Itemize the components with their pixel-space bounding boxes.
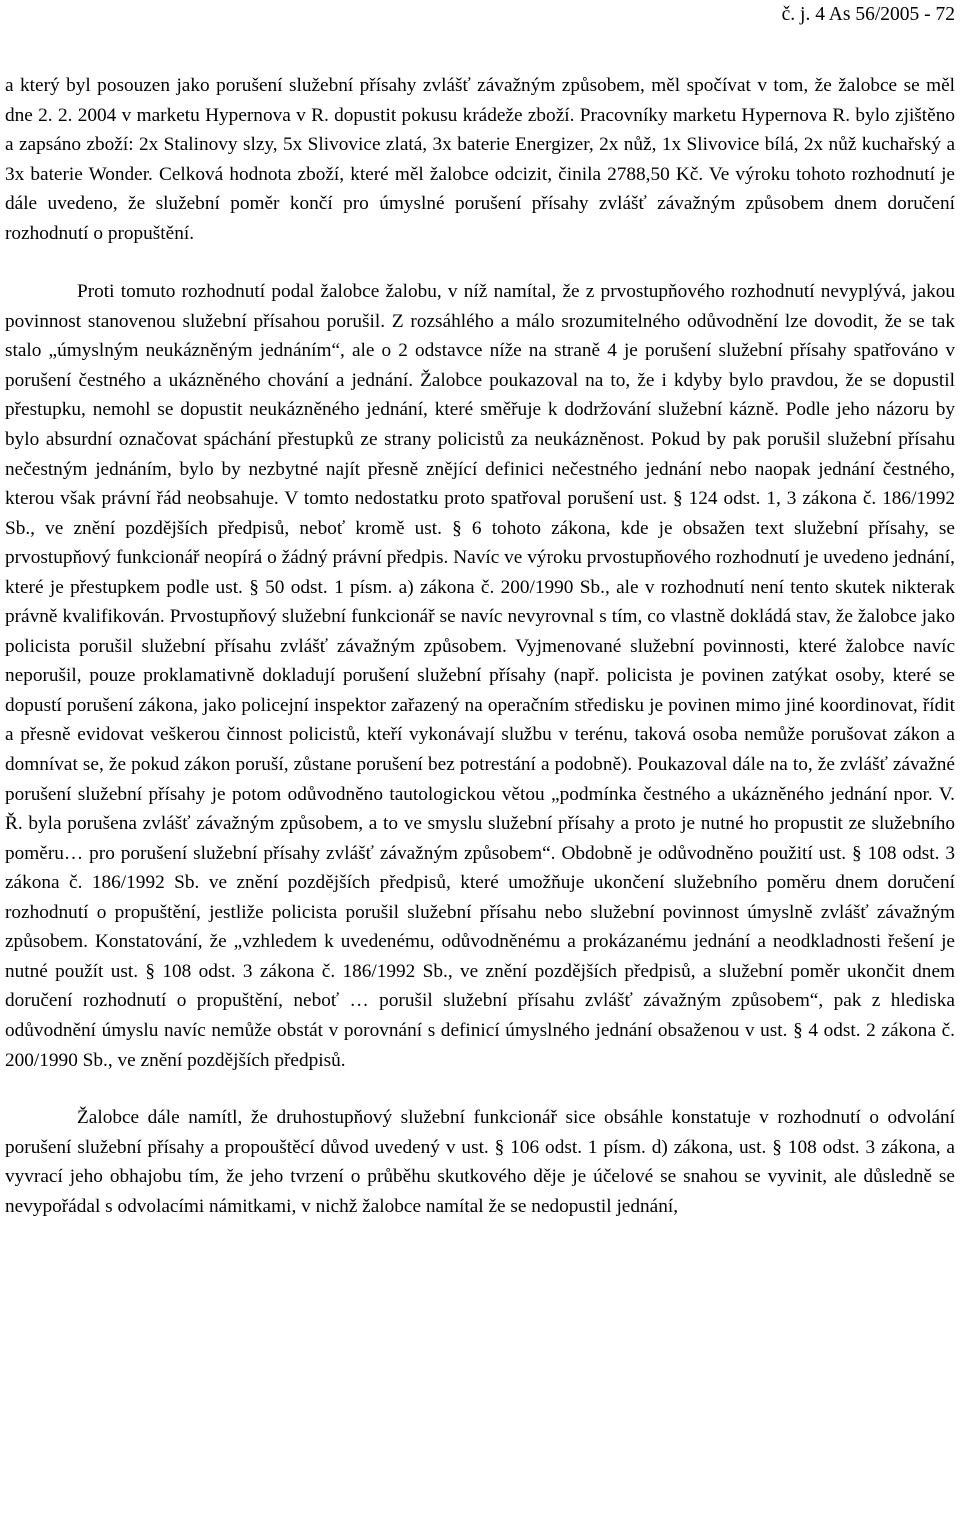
paragraph-lawsuit-arguments: Proti tomuto rozhodnutí podal žalobce žalobu, v níž namítal, že z prvostupňového rozhodnutí nevyplývá, jakou povinnost stanovenou služební přísahou porušil. Z rozsáhlého a málo srozumitelného odůvodnění lze dovodit, že se tak stalo „úmyslným neukázněným jednáním“, ale o 2 odstavce níže na straně 4 je porušení služební přísahy spatřováno v porušení čestného a ukázněného chování a jednání. Žalobce poukazoval na to, že i kdyby bylo pravdou, že se dopustil přestupku, nemohl se dopustit neukázněného jednání, které směřuje k dodržování služební kázně. Podle jeho názoru by bylo absurdní označovat spáchání přestupků ze strany policistů za neukázněnost. Pokud by pak porušil služební přísahu nečestným jednáním, bylo by nezbytné najít přesně znějící definici nečestného jednání nebo naopak jednání čestného, kterou však právní řád neobsahuje. V tomto nedostatku proto spatřoval porušení ust. § 124 odst. 1, 3 zákona č. 186/1992 Sb., ve znění pozdějších předpisů, neboť kromě ust. § 6 tohoto zákona, kde je obsažen text služební přísahy, se prvostupňový funkcionář neopírá o žádný právní předpis. Navíc ve výroku prvostupňového rozhodnutí je uvedeno jednání, které je přestupkem podle ust. § 50 odst. 1 písm. a) zákona č. 200/1990 Sb., ale v rozhodnutí není tento skutek nikterak právně kvalifikován. Prvostupňový služební funkcionář se navíc nevyrovnal s tím, co vlastně dokládá stav, že žalobce jako policista porušil služební přísahu zvlášť závažným způsobem. Vyjmenované služební povinnosti, které žalobce navíc neporušil, pouze proklamativně dokladují porušení služební přísahy (např. policista je povinen zatýkat osoby, které se dopustí porušení zákona, jako policejní inspektor zařazený na operačním středisku je povinen mimo jiné koordinovat, řídit a přesně evidovat veškerou činnost policistů, kteří vykonávají službu v terénu, taková osoba nemůže porušovat zákon a domnívat se, že pokud zákon poruší, zůstane porušení bez potrestání a podobně). Poukazoval dále na to, že zvlášť závažné porušení služební přísahy je potom odůvodněno tautologickou větou „podmínka čestného a ukázněného jednání npor. V. Ř. byla porušena zvlášť závažným způsobem, a to ve smyslu služební přísahy a proto je nutné ho propustit ze služebního poměru… pro porušení služební přísahy zvlášť závažným způsobem“. Obdobně je odůvodněno použití ust. § 108 odst. 3 zákona č. 186/1992 Sb. ve znění pozdějších předpisů, které umožňuje ukončení služebního poměru dnem doručení rozhodnutí o propuštění, jestliže policista porušil služební přísahu nebo služební povinnost úmyslně zvlášť závažným způsobem. Konstatování, že „vzhledem k uvedenému, odůvodněnému a prokázanému jednání a neodkladnosti řešení je nutné použít ust. § 108 odst. 3 zákona č. 186/1992 Sb., ve znění pozdějších předpisů, a služební poměr ukončit dnem doručení rozhodnutí o propuštění, neboť … porušil služební přísahu zvlášť závažným způsobem“, pak z hlediska odůvodnění úmyslu navíc nemůže obstát v porovnání s definicí úmyslného jednání obsaženou v ust. § 4 odst. 2 zákona č. 200/1990 Sb., ve znění pozdějších předpisů. xyxy=(5,281,955,1071)
paragraph-continuation: a který byl posouzen jako porušení služební přísahy zvlášť závažným způsobem, měl spočívat v tom, že žalobce se měl dne 2. 2. 2004 v marketu Hypernova v R. dopustit pokusu krádeže zboží. Pracovníky marketu Hypernova R. bylo zjištěno a zapsáno zboží: 2x Stalinovy slzy, 5x Slivovice zlatá, 3x baterie Energizer, 2x nůž, 1x Slivovice bílá, 2x nůž kuchařský a 3x baterie Wonder. Celková hodnota zboží, které měl žalobce odcizit, činila 2788,50 Kč. Ve výroku tohoto rozhodnutí je dále uvedeno, že služební poměr končí pro úmyslné porušení přísahy zvlášť závažným způsobem dnem doručení rozhodnutí o propuštění. xyxy=(5,75,955,244)
paragraph-gap xyxy=(5,248,955,277)
paragraph-gap xyxy=(5,1075,955,1103)
case-reference-header: č. j. 4 As 56/2005 - 72 xyxy=(781,4,955,25)
paragraph-appeal-objections: Žalobce dále namítl, že druhostupňový služební funkcionář sice obsáhle konstatuje v rozhodnutí o odvolání porušení služební přísahy a propouštěcí důvod uvedený v ust. § 106 odst. 1 písm. d) zákona, ust. § 108 odst. 3 zákona, a vyvrací jeho obhajobu tím, že jeho tvrzení o průběhu skutkového děje je účelové se snahou se vyvinit, ale důsledně se nevypořádal s odvolacími námitkami, v nichž žalobce namítal že se nedopustil jednání, xyxy=(5,1107,955,1217)
